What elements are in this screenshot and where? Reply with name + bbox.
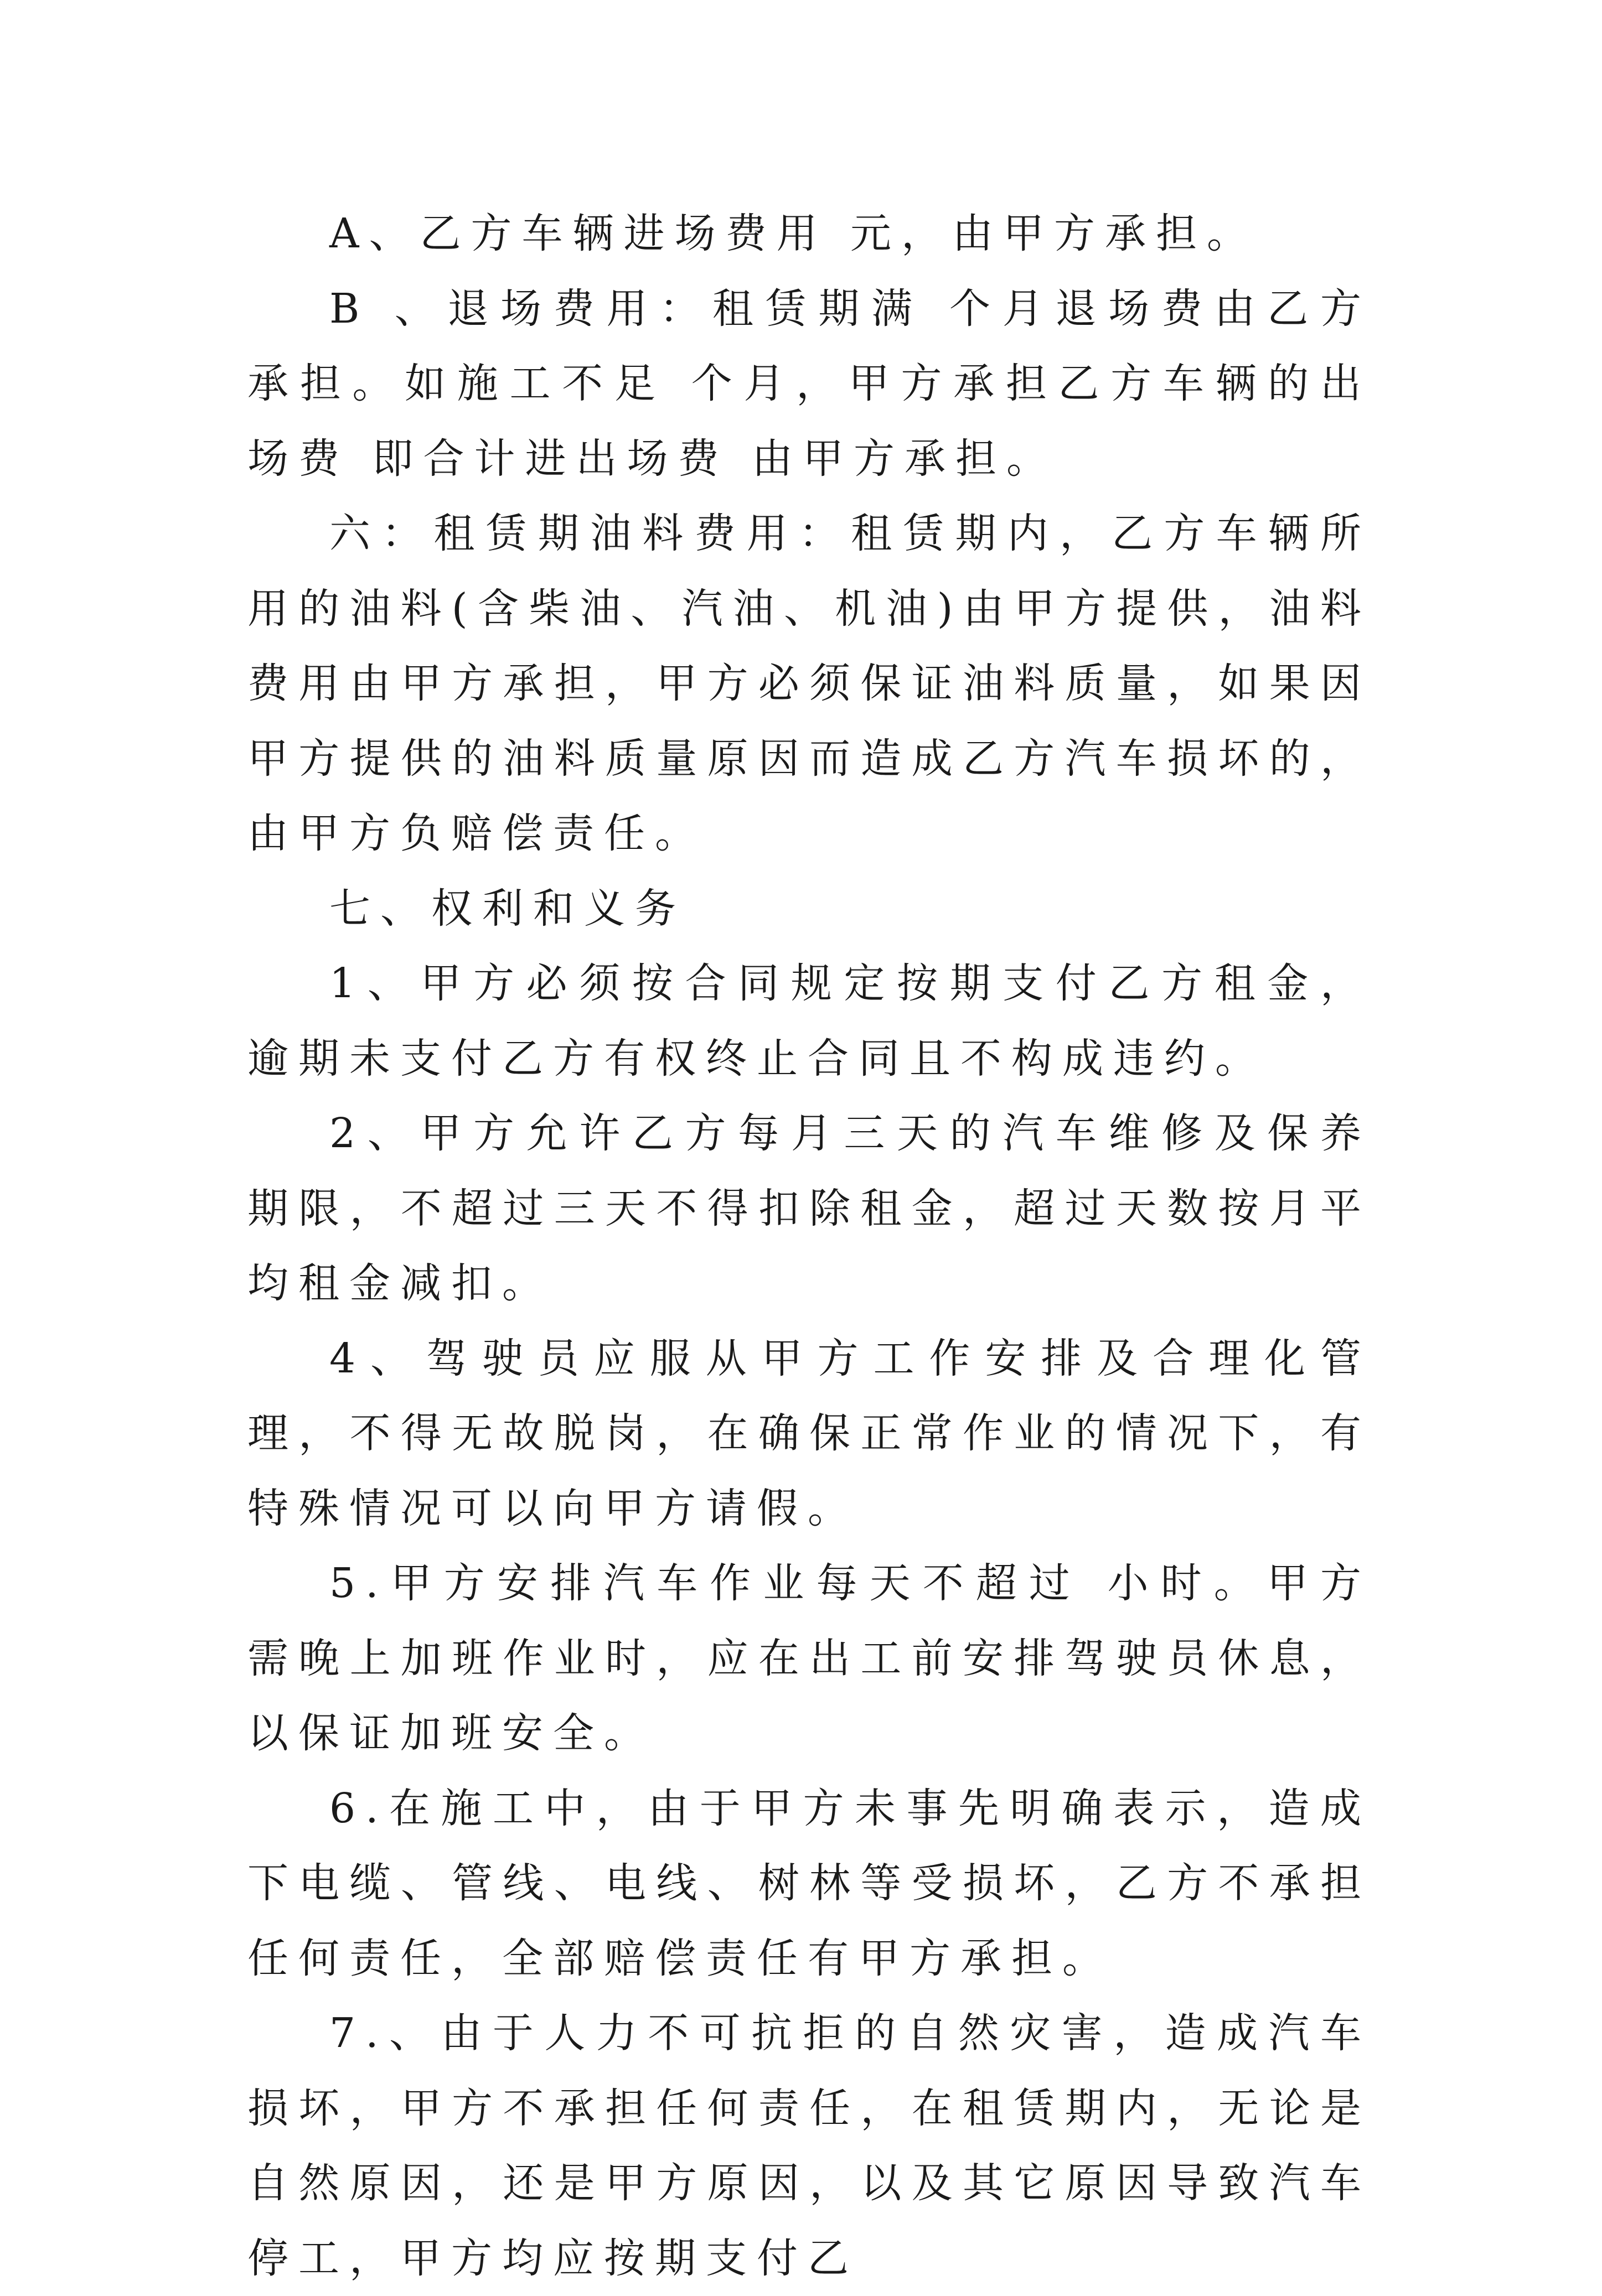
paragraph-clause-2: 2、甲方允许乙方每月三天的汽车维修及保养期限，不超过三天不得扣除租金，超过天数按月平均租金减扣。	[247, 1110, 1371, 1307]
paragraph-clause-1: 1、甲方必须按合同规定按期支付乙方租金，逾期未支付乙方有权终止合同且不构成违约。	[247, 960, 1371, 1082]
paragraph-clause-4: 4、驾驶员应服从甲方工作安排及合理化管理，不得无故脱岗，在确保正常作业的情况下，有特殊情况可以向甲方请假。	[247, 1334, 1371, 1532]
paragraph-clause-5: 5.甲方安排汽车作业每天不超过 小时。甲方需晚上加班作业时，应在出工前安排驾驶员休息，以保证加班安全。	[247, 1559, 1371, 1757]
document-body	[247, 196, 1371, 2296]
paragraph-fuel-cost: 六：租赁期油料费用：租赁期内，乙方车辆所用的油料(含柴油、汽油、机油)由甲方提供，油料费用由甲方承担，甲方必须保证油料质量，如果因甲方提供的油料质量原因而造成乙方汽车损坏的，由甲方负赔偿责任。	[247, 510, 1371, 857]
section-heading-rights-obligations: 七、权利和义务	[329, 884, 686, 932]
paragraph-entry-fee: A、乙方车辆进场费用 元，由甲方承担。	[329, 210, 1258, 257]
paragraph-clause-6: 6.在施工中，由于甲方未事先明确表示，造成下电缆、管线、电线、树林等受损坏，乙方不承担任何责任，全部赔偿责任有甲方承担。	[247, 1784, 1371, 1982]
paragraph-exit-fee: B 、退场费用：租赁期满 个月退场费由乙方承担。如施工不足 个月，甲方承担乙方车辆的出场费 即合计进出场费 由甲方承担。	[247, 284, 1371, 483]
paragraph-clause-7: 7.、由于人力不可抗拒的自然灾害，造成汽车损坏，甲方不承担任何责任，在租赁期内，无论是自然原因，还是甲方原因，以及其它原因导致汽车停工，甲方均应按期支付乙	[247, 2009, 1371, 2282]
